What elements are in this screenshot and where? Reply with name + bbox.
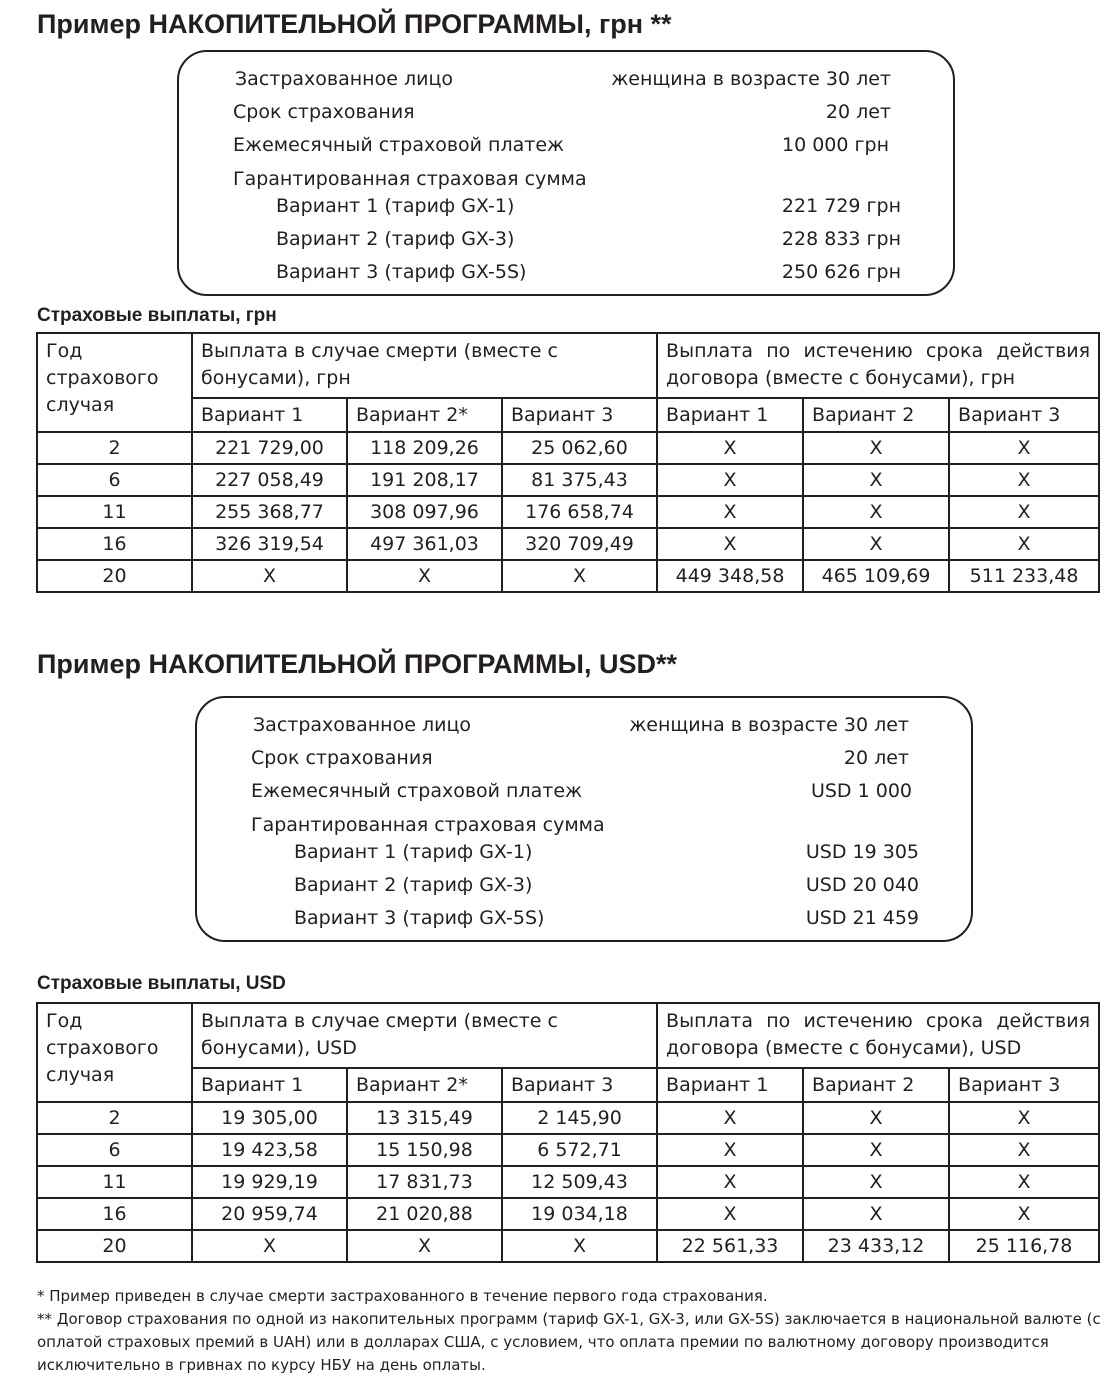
death-payment-header: Выплата в случае смерти (вместе с бонусами), USD — [192, 1003, 657, 1068]
table-cell: X — [949, 432, 1099, 464]
summary-row-payment — [179, 131, 953, 159]
variant-1-value: 221 729 грн — [781, 195, 901, 217]
table-cell: X — [803, 1166, 949, 1198]
insured-label: Застрахованное лицо — [235, 68, 453, 90]
payment-label: Ежемесячный страховой платеж — [233, 134, 565, 156]
table-cell: 118 209,26 — [347, 432, 502, 464]
year-cell: 16 — [37, 528, 192, 560]
summary-row-term — [179, 98, 953, 126]
table-cell: X — [803, 1134, 949, 1166]
year-cell: 20 — [37, 560, 192, 592]
column-header: Вариант 1 — [657, 1068, 803, 1102]
table-cell: 15 150,98 — [347, 1134, 502, 1166]
table-cell: X — [803, 496, 949, 528]
table-row — [37, 560, 1099, 592]
table-cell: 25 116,78 — [949, 1230, 1099, 1262]
summary-row-payment — [197, 777, 971, 805]
table-cell: X — [657, 464, 803, 496]
column-header: Вариант 2* — [347, 1068, 502, 1102]
table-cell: 19 034,18 — [502, 1198, 657, 1230]
table-cell: X — [657, 1198, 803, 1230]
column-header: Вариант 3 — [949, 1068, 1099, 1102]
table-cell: X — [657, 1102, 803, 1134]
payments-usd-title: Страховые выплаты, USD — [37, 973, 286, 994]
table-row — [37, 1134, 1099, 1166]
table-cell: X — [803, 528, 949, 560]
table-cell: 6 572,71 — [502, 1134, 657, 1166]
insured-value: женщина в возрасте 30 лет — [611, 68, 891, 90]
summary-row-variant-2 — [179, 225, 953, 253]
variant-1-label: Вариант 1 (тариф GX-1) — [294, 841, 533, 863]
table-cell: 22 561,33 — [657, 1230, 803, 1262]
table-row — [37, 432, 1099, 464]
summary-row-variant-3 — [197, 904, 971, 932]
table-cell: 497 361,03 — [347, 528, 502, 560]
summary-box-uah — [177, 50, 955, 296]
footnote-2: ** Договор страхования по одной из накопительных программ (тариф GX-1, GX-3, или GX-5S) заключается в национальной валюте (с оплатой страховых премий в UAH) или в долларах США, с условием, что оплата премии по валютному договору производится исключительно в гривнах по курсу НБУ на день оплаты. — [37, 1310, 1101, 1374]
table-cell: X — [803, 464, 949, 496]
table-cell: X — [949, 1102, 1099, 1134]
table-header-row — [37, 1003, 1099, 1068]
summary-row-term — [197, 744, 971, 772]
column-header: Вариант 3 — [502, 398, 657, 432]
table-cell: 12 509,43 — [502, 1166, 657, 1198]
table-cell: 23 433,12 — [803, 1230, 949, 1262]
term-label: Срок страхования — [251, 747, 433, 769]
maturity-payment-header: Выплата по истечению срока действия договора (вместе с бонусами), грн — [657, 333, 1099, 398]
table-cell: 81 375,43 — [502, 464, 657, 496]
summary-row-guaranteed — [179, 165, 953, 193]
term-value: 20 лет — [843, 747, 909, 769]
table-cell: X — [657, 432, 803, 464]
payment-value: USD 1 000 — [810, 780, 912, 802]
term-value: 20 лет — [825, 101, 891, 123]
year-cell: 6 — [37, 464, 192, 496]
year-cell: 6 — [37, 1134, 192, 1166]
table-row — [37, 1230, 1099, 1262]
table-cell: 19 305,00 — [192, 1102, 347, 1134]
table-cell: 465 109,69 — [803, 560, 949, 592]
table-cell: 511 233,48 — [949, 560, 1099, 592]
insured-value: женщина в возрасте 30 лет — [629, 714, 909, 736]
footnotes — [37, 1285, 1107, 1377]
summary-row-variant-1 — [197, 838, 971, 866]
year-cell: 16 — [37, 1198, 192, 1230]
variant-1-label: Вариант 1 (тариф GX-1) — [276, 195, 515, 217]
table-cell: 19 423,58 — [192, 1134, 347, 1166]
maturity-payment-header: Выплата по истечению срока действия договора (вместе с бонусами), USD — [657, 1003, 1099, 1068]
table-row — [37, 496, 1099, 528]
table-cell: X — [347, 560, 502, 592]
table-cell: X — [192, 1230, 347, 1262]
summary-row-variant-2 — [197, 871, 971, 899]
table-cell: 21 020,88 — [347, 1198, 502, 1230]
death-payment-header: Выплата в случае смерти (вместе с бонусами), грн — [192, 333, 657, 398]
table-header-row — [37, 333, 1099, 398]
table-row — [37, 464, 1099, 496]
table-row — [37, 1102, 1099, 1134]
table-cell: X — [949, 1166, 1099, 1198]
summary-row-variant-1 — [179, 192, 953, 220]
guaranteed-label: Гарантированная страховая сумма — [251, 814, 605, 836]
payments-uah-table — [36, 332, 1100, 593]
variant-3-label: Вариант 3 (тариф GX-5S) — [276, 261, 527, 283]
table-cell: 255 368,77 — [192, 496, 347, 528]
section-uah-title: Пример НАКОПИТЕЛЬНОЙ ПРОГРАММЫ, грн ** — [37, 9, 672, 39]
year-cell: 2 — [37, 1102, 192, 1134]
payment-value: 10 000 грн — [782, 134, 889, 156]
table-cell: 19 929,19 — [192, 1166, 347, 1198]
table-cell: X — [657, 496, 803, 528]
table-cell: X — [949, 1134, 1099, 1166]
table-cell: X — [949, 496, 1099, 528]
guaranteed-label: Гарантированная страховая сумма — [233, 168, 587, 190]
table-cell: 308 097,96 — [347, 496, 502, 528]
term-label: Срок страхования — [233, 101, 415, 123]
column-header: Вариант 3 — [502, 1068, 657, 1102]
table-cell: 320 709,49 — [502, 528, 657, 560]
variant-3-label: Вариант 3 (тариф GX-5S) — [294, 907, 545, 929]
payments-usd-table — [36, 1002, 1100, 1263]
column-header: Вариант 1 — [192, 1068, 347, 1102]
year-cell: 11 — [37, 1166, 192, 1198]
summary-box-usd — [195, 696, 973, 942]
table-cell: X — [347, 1230, 502, 1262]
table-row — [37, 1198, 1099, 1230]
summary-row-insured — [179, 65, 953, 93]
variant-1-value: USD 19 305 — [805, 841, 919, 863]
table-row — [37, 1166, 1099, 1198]
table-cell: X — [502, 1230, 657, 1262]
summary-row-insured — [197, 711, 971, 739]
variant-2-value: 228 833 грн — [781, 228, 901, 250]
table-cell: 221 729,00 — [192, 432, 347, 464]
variant-2-label: Вариант 2 (тариф GX-3) — [276, 228, 515, 250]
table-cell: 2 145,90 — [502, 1102, 657, 1134]
payments-uah-title: Страховые выплаты, грн — [37, 305, 277, 326]
summary-row-guaranteed — [197, 811, 971, 839]
table-cell: 176 658,74 — [502, 496, 657, 528]
table-cell: 17 831,73 — [347, 1166, 502, 1198]
table-cell: X — [949, 528, 1099, 560]
payment-label: Ежемесячный страховой платеж — [251, 780, 583, 802]
year-header: Год страхового случая — [37, 333, 192, 432]
table-cell: 191 208,17 — [347, 464, 502, 496]
table-cell: X — [502, 560, 657, 592]
table-subheader-row — [37, 1068, 1099, 1102]
year-cell: 11 — [37, 496, 192, 528]
table-cell: 326 319,54 — [192, 528, 347, 560]
insured-label: Застрахованное лицо — [253, 714, 471, 736]
summary-row-variant-3 — [179, 258, 953, 286]
table-cell: 449 348,58 — [657, 560, 803, 592]
table-cell: X — [803, 432, 949, 464]
table-row — [37, 528, 1099, 560]
table-cell: X — [803, 1102, 949, 1134]
year-header: Год страхового случая — [37, 1003, 192, 1102]
column-header: Вариант 3 — [949, 398, 1099, 432]
table-cell: 13 315,49 — [347, 1102, 502, 1134]
table-cell: X — [949, 1198, 1099, 1230]
variant-2-label: Вариант 2 (тариф GX-3) — [294, 874, 533, 896]
year-cell: 2 — [37, 432, 192, 464]
variant-2-value: USD 20 040 — [805, 874, 919, 896]
footnote-1: * Пример приведен в случае смерти застрахованного в течение первого года страхования. — [37, 1287, 768, 1305]
table-cell: 227 058,49 — [192, 464, 347, 496]
year-cell: 20 — [37, 1230, 192, 1262]
table-subheader-row — [37, 398, 1099, 432]
table-cell: X — [192, 560, 347, 592]
table-cell: 25 062,60 — [502, 432, 657, 464]
variant-3-value: USD 21 459 — [805, 907, 919, 929]
table-cell: 20 959,74 — [192, 1198, 347, 1230]
column-header: Вариант 2* — [347, 398, 502, 432]
column-header: Вариант 1 — [657, 398, 803, 432]
table-cell: X — [803, 1198, 949, 1230]
column-header: Вариант 1 — [192, 398, 347, 432]
table-cell: X — [657, 1166, 803, 1198]
column-header: Вариант 2 — [803, 398, 949, 432]
table-cell: X — [949, 464, 1099, 496]
section-usd-title: Пример НАКОПИТЕЛЬНОЙ ПРОГРАММЫ, USD** — [37, 649, 677, 679]
table-cell: X — [657, 528, 803, 560]
column-header: Вариант 2 — [803, 1068, 949, 1102]
table-cell: X — [657, 1134, 803, 1166]
variant-3-value: 250 626 грн — [781, 261, 901, 283]
